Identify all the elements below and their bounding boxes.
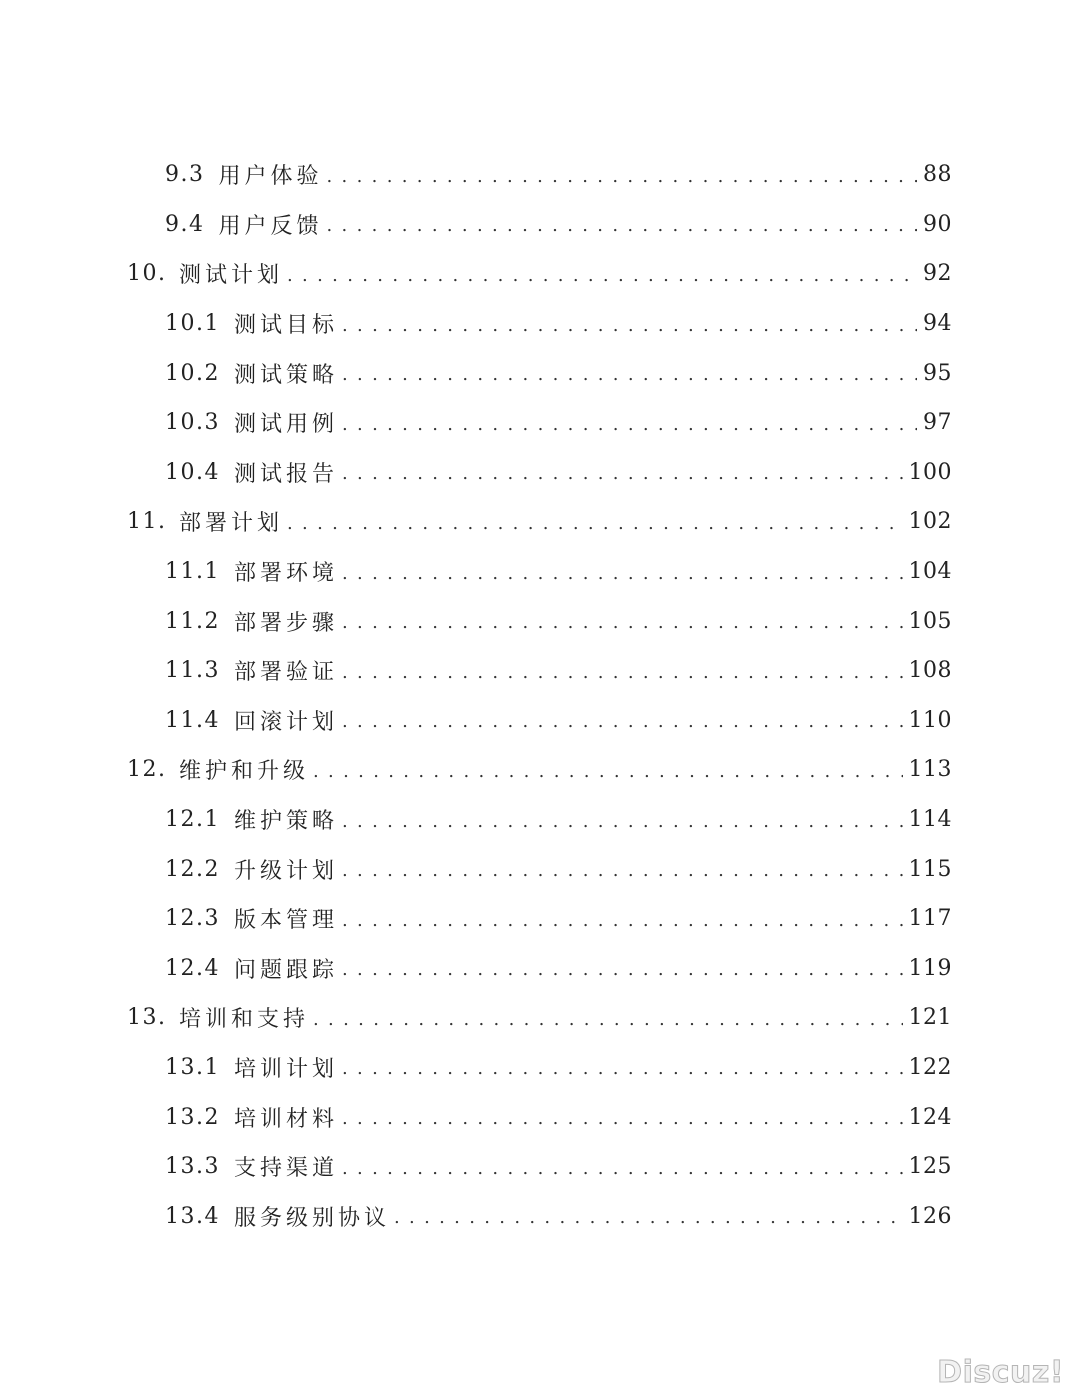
toc-entry-title: 维护策略	[233, 809, 338, 835]
toc-entry-title: 部署环境	[233, 561, 338, 587]
toc-entry-page: 92	[923, 261, 952, 287]
toc-entry-number: 13.2	[165, 1104, 220, 1130]
toc-chapter[interactable]	[0, 745, 1080, 795]
toc-entry-page: 124	[908, 1104, 952, 1130]
watermark-logo: Discuz!	[937, 1355, 1064, 1390]
dot-leader	[342, 860, 903, 882]
toc-entry[interactable]	[0, 646, 1080, 696]
toc-entry-title: 问题跟踪	[233, 957, 338, 983]
toc-entry-page: 113	[908, 757, 952, 783]
dot-leader	[342, 612, 903, 634]
toc-entry-title: 培训材料	[233, 1106, 338, 1132]
toc-entry-page: 105	[908, 608, 952, 634]
dot-leader	[342, 364, 917, 386]
toc-entry-title: 服务级别协议	[233, 1205, 390, 1231]
toc-entry-number: 12.	[127, 757, 167, 783]
toc-entry-title: 升级计划	[233, 858, 338, 884]
toc-entry-title: 部署验证	[233, 660, 338, 686]
toc-entry-number: 10.4	[165, 459, 220, 485]
toc-entry-number: 11.2	[165, 608, 220, 634]
toc-entry-page: 102	[908, 509, 952, 535]
toc-entry-title: 测试计划	[179, 263, 284, 289]
dot-leader	[342, 414, 917, 436]
toc-entry-page: 126	[908, 1203, 952, 1229]
toc-entry-page: 90	[923, 211, 952, 237]
toc-entry-number: 12.2	[165, 856, 220, 882]
toc-entry-page: 121	[908, 1005, 952, 1031]
toc-entry[interactable]	[0, 696, 1080, 746]
toc-entry-title: 用户体验	[218, 164, 323, 190]
toc-entry[interactable]	[0, 1092, 1080, 1142]
toc-entry-title: 培训计划	[233, 1056, 338, 1082]
dot-leader	[342, 463, 903, 485]
toc-entry-number: 13.4	[165, 1203, 220, 1229]
dot-leader	[287, 265, 917, 287]
dot-leader	[327, 215, 917, 237]
toc-entry[interactable]	[0, 1191, 1080, 1241]
toc-entry[interactable]	[0, 448, 1080, 498]
dot-leader	[342, 1058, 903, 1080]
toc-entry-page: 104	[908, 559, 952, 585]
dot-leader	[342, 811, 903, 833]
dot-leader	[327, 166, 917, 188]
toc-entry[interactable]	[0, 844, 1080, 894]
toc-entry-page: 94	[923, 311, 952, 337]
toc-entry[interactable]	[0, 1142, 1080, 1192]
dot-leader	[342, 1108, 903, 1130]
toc-entry-page: 95	[923, 360, 952, 386]
dot-leader	[313, 761, 902, 783]
toc-entry-number: 12.4	[165, 955, 220, 981]
toc-entry[interactable]	[0, 299, 1080, 349]
toc-chapter[interactable]	[0, 993, 1080, 1043]
toc-entry[interactable]	[0, 944, 1080, 994]
dot-leader	[342, 563, 903, 585]
toc-entry-page: 100	[908, 459, 952, 485]
toc-entry-title: 部署步骤	[233, 610, 338, 636]
dot-leader	[342, 315, 917, 337]
toc-entry-page: 117	[908, 906, 952, 932]
toc-entry-number: 9.3	[165, 162, 205, 188]
toc-entry[interactable]	[0, 894, 1080, 944]
toc-chapter[interactable]	[0, 497, 1080, 547]
toc-entry-number: 10.3	[165, 410, 220, 436]
toc-entry-page: 125	[908, 1154, 952, 1180]
toc-entry-page: 115	[908, 856, 952, 882]
toc-entry-number: 11.4	[165, 707, 220, 733]
dot-leader	[342, 711, 903, 733]
toc-entry-title: 部署计划	[179, 511, 284, 537]
toc-entry[interactable]	[0, 1043, 1080, 1093]
toc-entry-number: 13.	[127, 1005, 167, 1031]
toc-entry-title: 回滚计划	[233, 709, 338, 735]
toc-entry-title: 测试目标	[233, 313, 338, 339]
toc-entry-title: 支持渠道	[233, 1156, 338, 1182]
toc-entry-number: 10.2	[165, 360, 220, 386]
toc-entry[interactable]	[0, 150, 1080, 200]
toc-entry-number: 10.	[127, 261, 167, 287]
dot-leader	[287, 513, 902, 535]
toc-entry-page: 108	[908, 658, 952, 684]
toc-entry-title: 版本管理	[233, 908, 338, 934]
toc-entry-number: 9.4	[165, 211, 205, 237]
toc-entry[interactable]	[0, 348, 1080, 398]
dot-leader	[342, 959, 903, 981]
toc-entry-number: 13.3	[165, 1154, 220, 1180]
toc-entry-number: 11.3	[165, 658, 220, 684]
toc-entry-number: 11.1	[165, 559, 220, 585]
toc-entry-title: 测试报告	[233, 461, 338, 487]
toc-entry-title: 培训和支持	[179, 1007, 310, 1033]
toc-entry-page: 97	[923, 410, 952, 436]
toc-entry-page: 119	[908, 955, 952, 981]
dot-leader	[313, 1009, 902, 1031]
toc-entry-number: 12.3	[165, 906, 220, 932]
toc-entry[interactable]	[0, 398, 1080, 448]
toc-entry-page: 122	[908, 1054, 952, 1080]
dot-leader	[342, 662, 903, 684]
toc-entry-number: 12.1	[165, 807, 220, 833]
toc-entry[interactable]	[0, 200, 1080, 250]
toc-entry-number: 13.1	[165, 1054, 220, 1080]
dot-leader	[342, 1158, 903, 1180]
toc-entry-page: 88	[923, 162, 952, 188]
toc-entry-title: 测试策略	[233, 362, 338, 388]
toc-entry-number: 10.1	[165, 311, 220, 337]
toc-entry-page: 114	[908, 807, 952, 833]
toc-entry-title: 测试用例	[233, 412, 338, 438]
toc-entry[interactable]	[0, 596, 1080, 646]
toc-entry-title: 维护和升级	[179, 759, 310, 785]
toc-entry-number: 11.	[127, 509, 167, 535]
table-of-contents	[0, 150, 1080, 1241]
toc-entry[interactable]	[0, 795, 1080, 845]
dot-leader	[342, 910, 903, 932]
dot-leader	[394, 1207, 903, 1229]
toc-entry-page: 110	[908, 707, 952, 733]
toc-entry-title: 用户反馈	[218, 213, 323, 239]
toc-chapter[interactable]	[0, 249, 1080, 299]
toc-entry[interactable]	[0, 547, 1080, 597]
